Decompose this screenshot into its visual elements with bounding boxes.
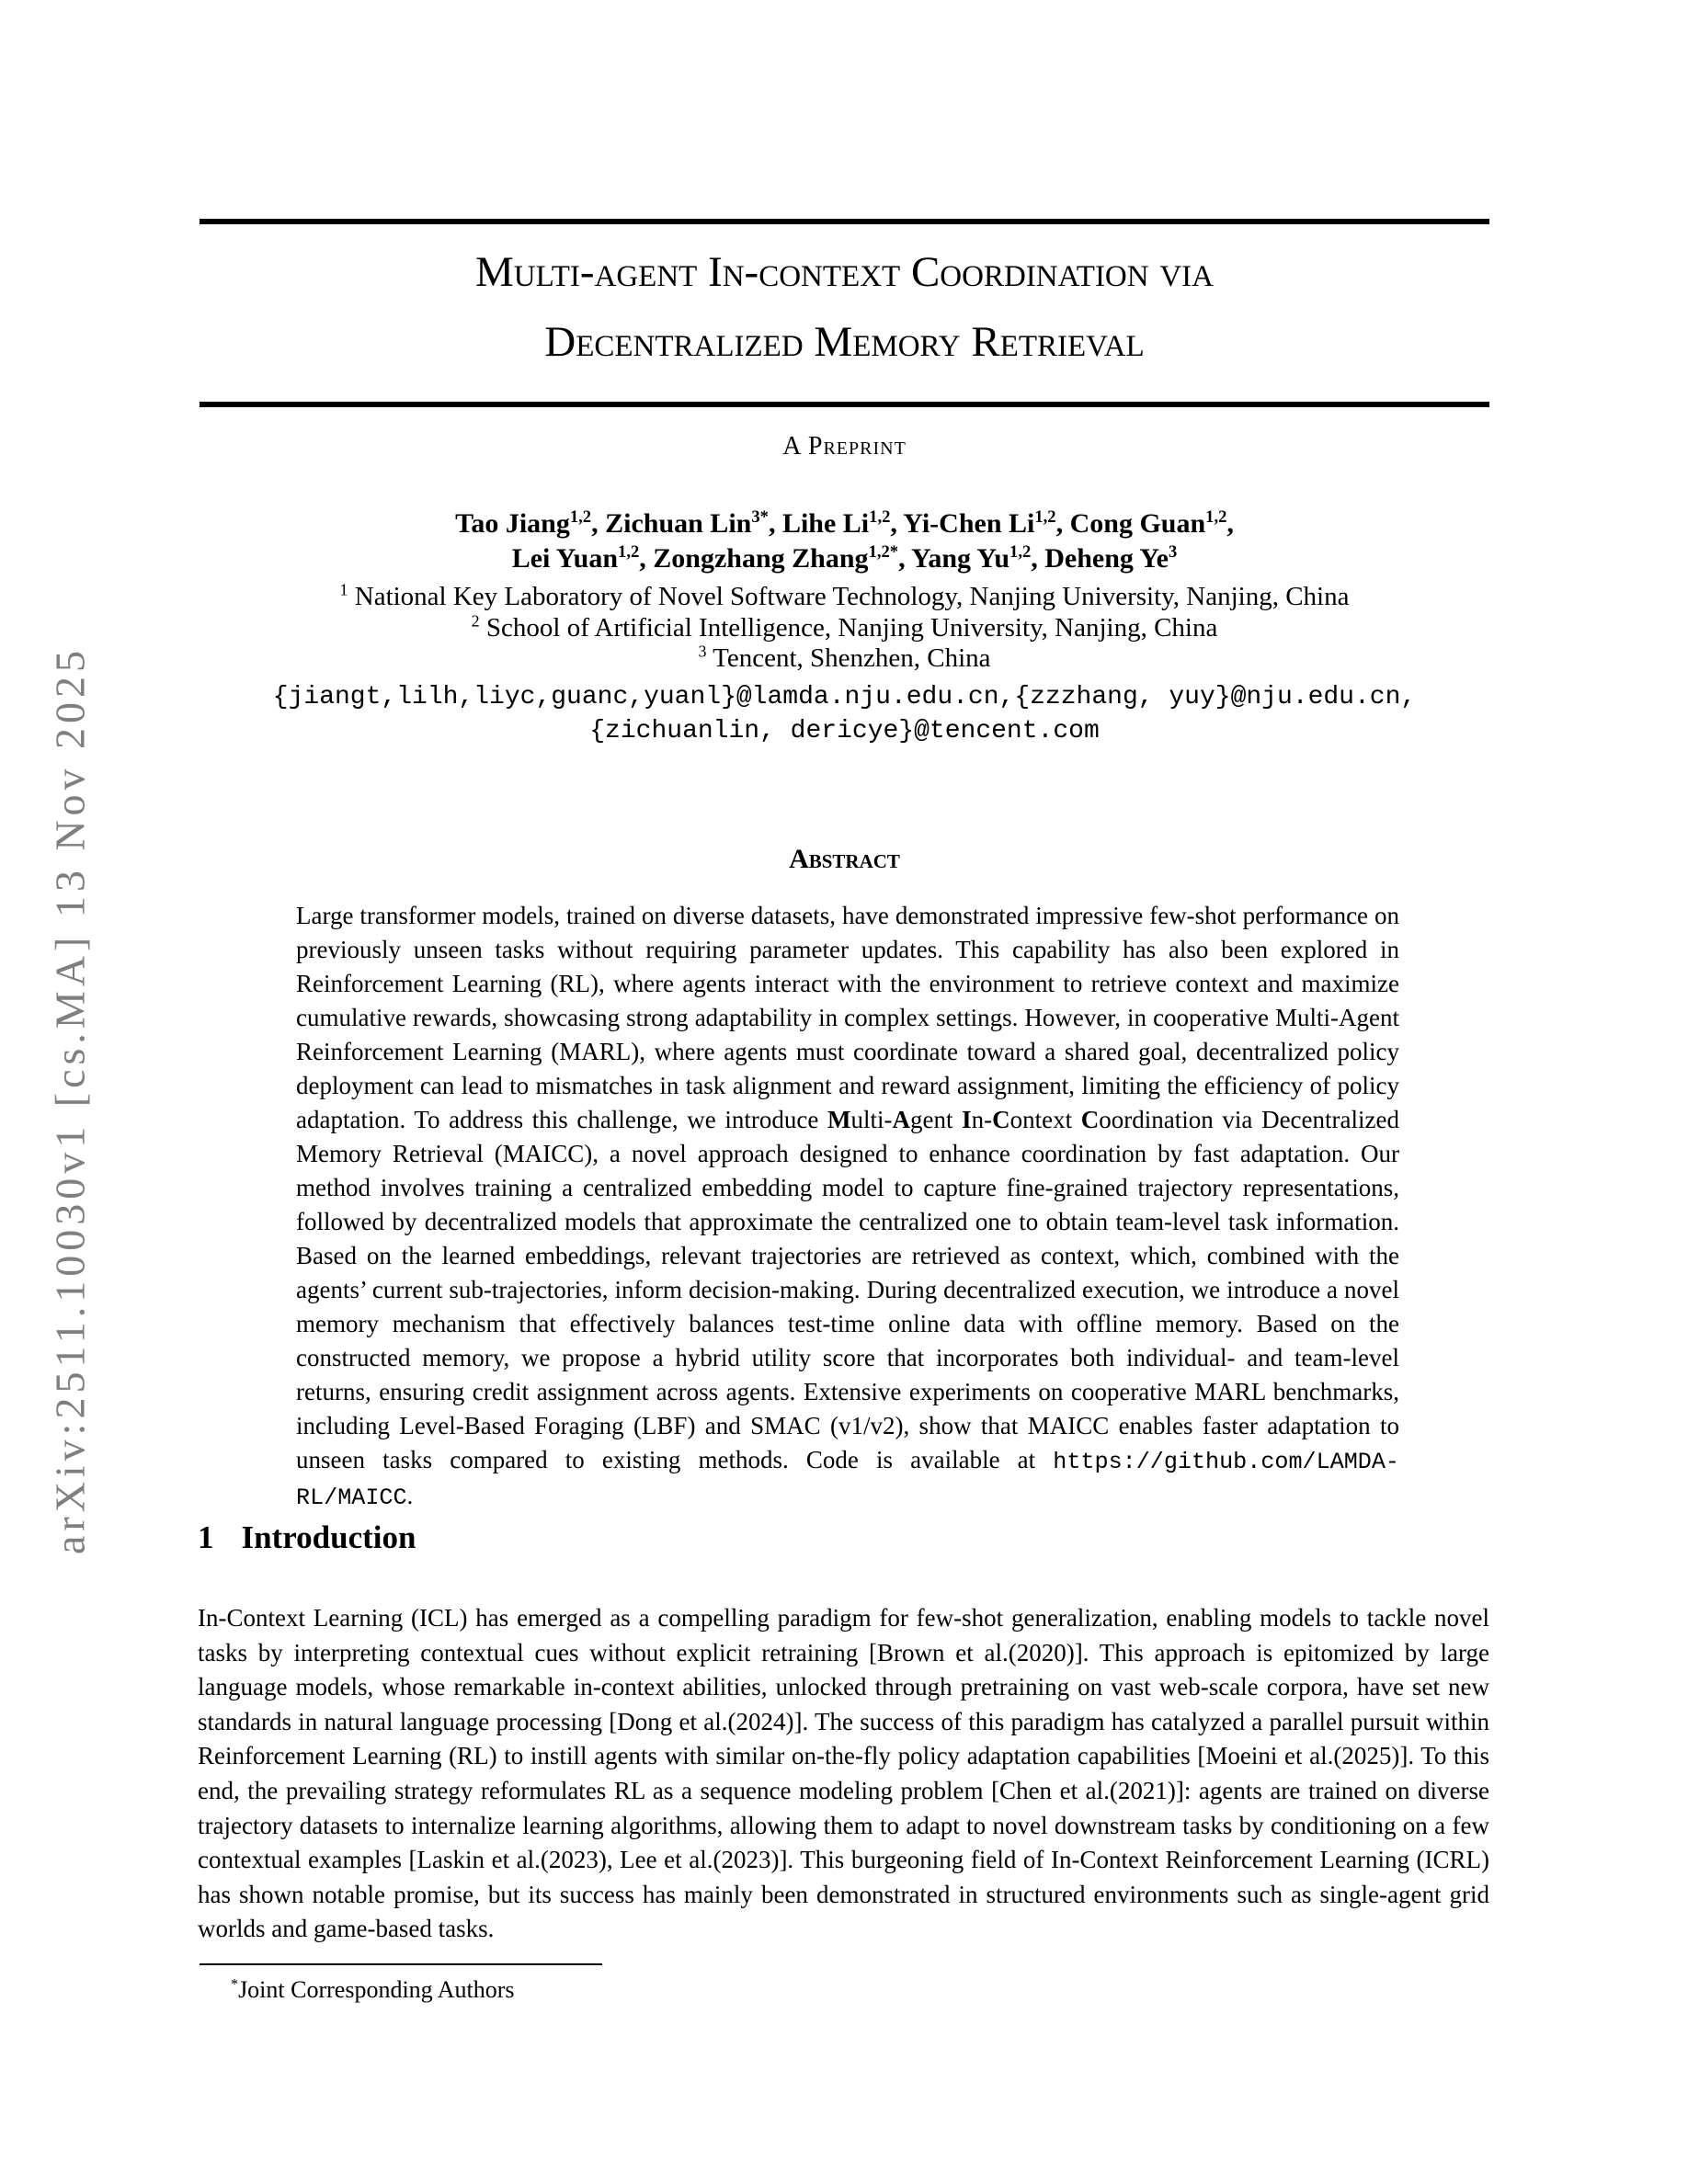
abstract-text: Large transformer models, trained on diverse datasets, have demonstrated impressive few-shot performance on previously unseen tasks without requiring parameter updates. This capability has also been explored in Reinforcement Learning (RL), where agents interact with the environment to retrieve context and maximize cumulative rewards, showcasing strong adaptability in complex settings. However, in cooperative Multi-Agent Reinforcement Learning (MARL), where agents must coordinate toward a shared goal, decentralized policy deployment can lead to mismatches in task alignment and reward assignment, limiting the efficiency of policy adaptation. To address this challenge, we introduce Multi-Agent In-Context Coordination via Decentralized Memory Retrieval (MAICC), a novel approach designed to enhance coordination by fast adaptation. Our method involves training a centralized embedding model to capture fine-grained trajectory representations, followed by decentralized models that approximate the centralized one to obtain team-level task information. Based on the learned embeddings, relevant trajectories are retrieved as context, which, combined with the agents’ current sub-trajectories, inform decision-making. During decentralized execution, we introduce a novel memory mechanism that effectively balances test-time online data with offline memory. Based on the constructed memory, we propose a hybrid utility score that incorporates both individual- and team-level returns, ensuring credit assignment across agents. Extensive experiments on cooperative MARL benchmarks, including Level-Based Foraging (LBF) and SMAC (v1/v2), show that MAICC enables faster adaptation to unseen tasks compared to existing methods. Code is available at https://github.com/LAMDA-RL/MAICC. bbox=[296, 902, 1399, 1511]
code-repository-link[interactable]: https://github.com/LAMDA-RL/MAICC bbox=[296, 1449, 1399, 1511]
affiliation-3-sup: 3 bbox=[698, 642, 707, 661]
intro-paragraph: In-Context Learning (ICL) has emerged as a compelling paradigm for few-shot generalization, enabling models to tackle novel tasks by interpreting contextual cues without explicit retraining [Brown et al.(2020)]. This approach is epitomized by large language models, whose remarkable in-context abilities, unlocked through pretraining on vast web-scale corpora, have set new standards in natural language processing [Dong et al.(2024)]. The success of this paradigm has catalyzed a parallel pursuit within Reinforcement Learning (RL) to instill agents with similar on-the-fly policy adaptation capabilities [Moeini et al.(2025)]. To this end, the prevailing strategy reformulates RL as a sequence modeling problem [Chen et al.(2021)]: agents are trained on diverse trajectory datasets to internalize learning algorithms, allowing them to adapt to novel downstream tasks by conditioning on a few contextual examples [Laskin et al.(2023), Lee et al.(2023)]. This burgeoning field of In-Context Reinforcement Learning (ICRL) has shown notable promise, but its success has mainly been demonstrated in structured environments such as single-agent grid worlds and game-based tasks. bbox=[198, 1604, 1489, 1943]
section-1-heading bbox=[198, 1519, 416, 1556]
affiliation-2-text: School of Artificial Intelligence, Nanjing University, Nanjing, China bbox=[479, 612, 1218, 643]
mid-rule bbox=[200, 402, 1489, 407]
paper-title bbox=[200, 237, 1489, 377]
affiliation-line-1 bbox=[108, 582, 1581, 613]
email-block bbox=[52, 680, 1637, 748]
email-line-1: {jiangt,lilh,liyc,guanc,yuanl}@lamda.nju.edu.cn,{zzzhang, yuy}@nju.edu.cn, bbox=[272, 683, 1417, 711]
author-line-1: Tao Jiang$^{1,2}$, Zichuan Lin$^{3*}$, Lihe Li$^{1,2}$, Yi-Chen Li$^{1,2}$, Cong Guan$^{1,2}$, bbox=[455, 507, 1234, 539]
section-title: Introduction bbox=[241, 1519, 416, 1555]
affiliation-line-2 bbox=[108, 610, 1581, 644]
footnote-text: *Joint Corresponding Authors bbox=[231, 1976, 515, 2003]
top-rule bbox=[200, 219, 1489, 224]
affiliation-2-sup: 2 bbox=[471, 610, 480, 630]
author-block bbox=[108, 506, 1581, 576]
paper-title-line2: Decentralized Memory Retrieval bbox=[544, 318, 1145, 366]
affiliation-1-sup: 1 bbox=[339, 580, 348, 599]
paper-title-line1: Multi-agent In-context Coordination via bbox=[474, 248, 1215, 296]
affiliation-line-3 bbox=[108, 643, 1581, 675]
author-line-2: Lei Yuan$^{1,2}$, Zongzhang Zhang$^{1,2*}$, Yang Yu$^{1,2}$, Deheng Ye$^3$ bbox=[511, 542, 1178, 574]
preprint-label: A Preprint bbox=[782, 432, 907, 461]
abstract-heading: Abstract bbox=[789, 844, 900, 874]
arxiv-stamp: arXiv:2511.10030v1 [cs.MA] 13 Nov 2025 bbox=[46, 645, 94, 1555]
affiliation-block bbox=[108, 582, 1581, 675]
footnote-rule bbox=[200, 1963, 602, 1965]
email-line-2: {zichuanlin, dericye}@tencent.com bbox=[589, 717, 1100, 745]
affiliation-1-text: National Key Laboratory of Novel Software Technology, Nanjing University, Nanjing, China bbox=[348, 582, 1350, 611]
affiliation-3-text: Tencent, Shenzhen, China bbox=[706, 643, 991, 673]
section-number: 1 bbox=[198, 1519, 214, 1555]
